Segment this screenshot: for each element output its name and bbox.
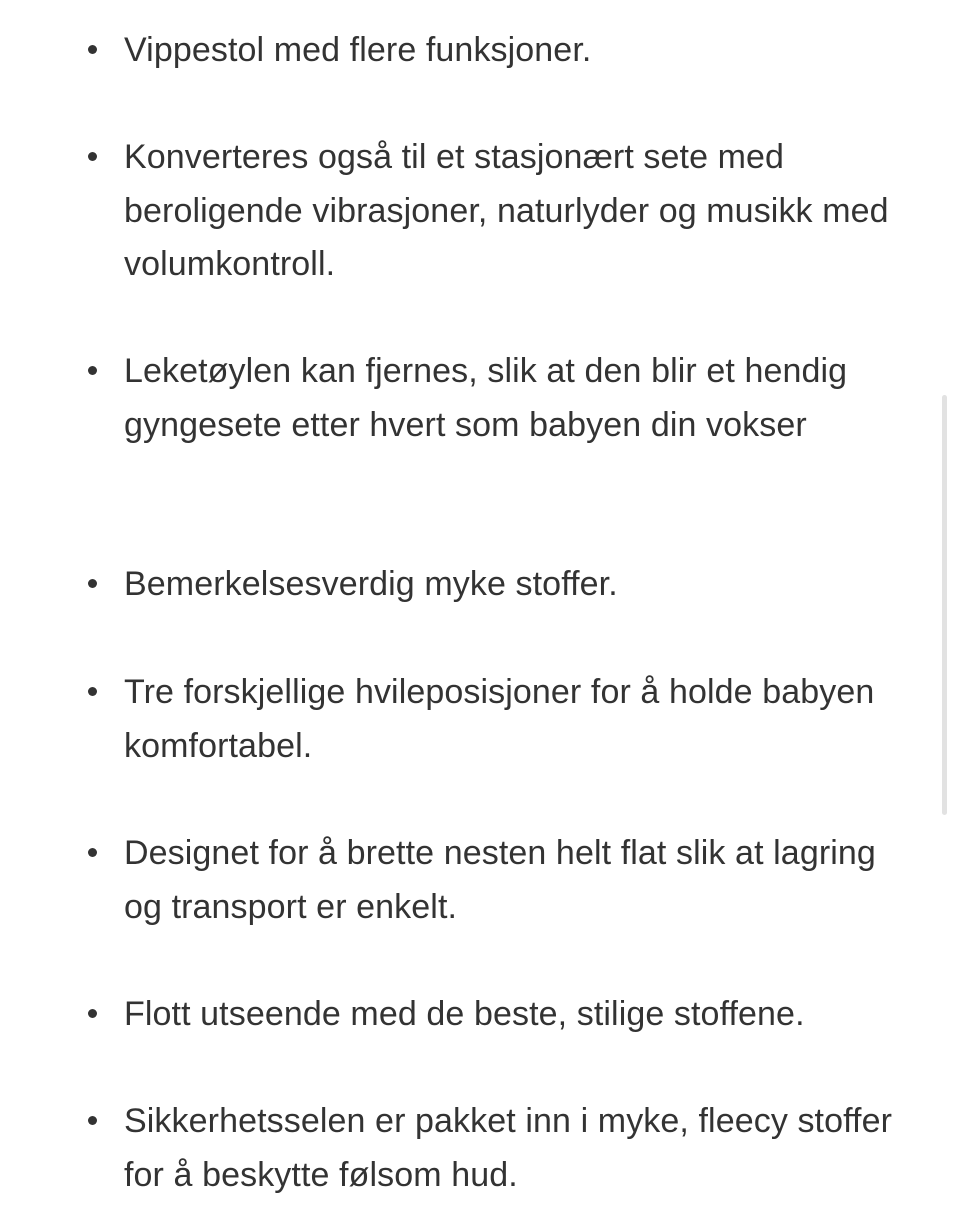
bullet-icon bbox=[88, 1009, 97, 1018]
list-item-text: Leketøylen kan fjernes, slik at den blir et hendig gyngesete etter hvert som babyen din vokser bbox=[124, 352, 848, 444]
bullet-icon bbox=[88, 152, 97, 161]
list-item bbox=[0, 24, 631, 78]
list-item bbox=[0, 558, 658, 612]
vertical-scrollbar-track[interactable] bbox=[942, 0, 956, 1214]
list-item-text: Konverteres også til et stasjonært sete med beroligende vibrasjoner, naturlyder og musikk med volumkontroll. bbox=[124, 138, 889, 283]
list-item-text: Sikkerhetsselen er pakket inn i myke, fleecy stoffer for å beskytte følsom hud. bbox=[124, 1102, 893, 1194]
list-item bbox=[0, 827, 960, 934]
bullet-icon bbox=[88, 579, 97, 588]
list-item bbox=[0, 1095, 960, 1202]
list-item bbox=[0, 666, 960, 773]
list-item-text: Flott utseende med de beste, stilige stoffene. bbox=[124, 995, 805, 1033]
bullet-icon bbox=[88, 848, 97, 857]
list-item bbox=[0, 345, 960, 452]
bullet-icon bbox=[88, 687, 97, 696]
list-item-text: Designet for å brette nesten helt flat slik at lagring og transport er enkelt. bbox=[124, 834, 876, 926]
bullet-icon bbox=[88, 1116, 97, 1125]
bullet-icon bbox=[88, 366, 97, 375]
list-item bbox=[0, 988, 845, 1042]
list-item bbox=[0, 131, 960, 292]
bullet-icon bbox=[88, 45, 97, 54]
list-item-text: Bemerkelsesverdig myke stoffer. bbox=[124, 565, 618, 603]
list-item-text: Vippestol med flere funksjoner. bbox=[124, 31, 592, 69]
vertical-scrollbar-thumb[interactable] bbox=[942, 395, 947, 815]
list-item-text: Tre forskjellige hvileposisjoner for å holde babyen komfortabel. bbox=[124, 673, 875, 765]
